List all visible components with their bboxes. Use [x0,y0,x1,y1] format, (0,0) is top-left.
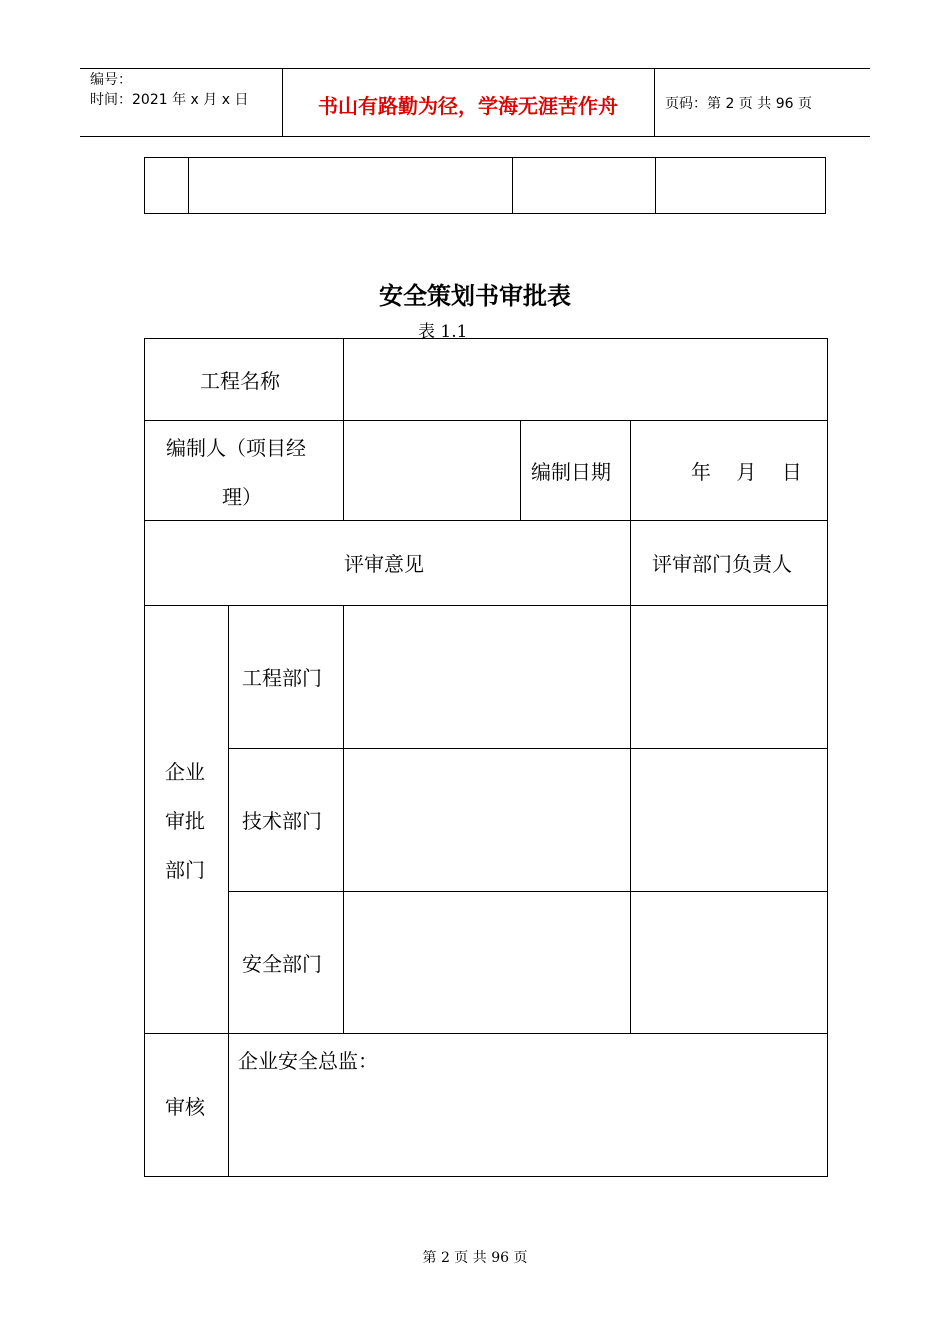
department-opinion-cell[interactable] [343,891,631,1034]
header-meta [90,70,248,110]
department-head-cell[interactable] [630,891,828,1034]
serial-label: 编号： [90,72,132,88]
review-opinion-label: 评审意见 [344,552,424,576]
department-engineering-label: 工程部门 [242,666,322,690]
page-footer: 第 2 页 共 96 页 [422,1250,528,1266]
fragment-cell [512,157,656,214]
header-page-info: 页码：第 2 页 共 96 页 [665,96,812,112]
compiler-input-cell[interactable] [343,420,521,521]
department-opinion-cell[interactable] [343,605,631,749]
fragment-cell [655,157,826,214]
safety-director-label: 企业安全总监： [238,1049,378,1073]
fragment-cell [144,157,189,214]
header-top-rule [80,68,870,69]
audit-label: 审核 [165,1095,205,1119]
header-bottom-rule [80,136,870,137]
department-head-cell[interactable] [630,748,828,892]
compiler-label-line1: 编制人（项目经 [166,436,306,460]
table-number: 表 1.1 [418,322,468,342]
date-placeholder: 年 月 日 [691,460,802,484]
project-name-input-cell[interactable] [343,338,828,421]
department-technical-label: 技术部门 [242,809,322,833]
header-motto: 书山有路勤为径，学海无涯苦作舟 [318,94,618,118]
enterprise-approval-line2: 审批 [165,809,205,833]
review-head-label: 评审部门负责人 [652,552,792,576]
time-label: 时间：2021 年 x 月 x 日 [90,92,249,108]
department-opinion-cell[interactable] [343,748,631,892]
enterprise-approval-line1: 企业 [165,760,205,784]
department-head-cell[interactable] [630,605,828,749]
document-title: 安全策划书审批表 [379,282,571,310]
department-safety-label: 安全部门 [242,952,322,976]
project-name-label: 工程名称 [200,369,280,393]
fragment-cell [188,157,513,214]
compiler-label-line2: 理） [222,485,262,509]
enterprise-approval-line3: 部门 [165,858,205,882]
compile-date-label: 编制日期 [531,460,611,484]
header-divider [654,68,655,136]
